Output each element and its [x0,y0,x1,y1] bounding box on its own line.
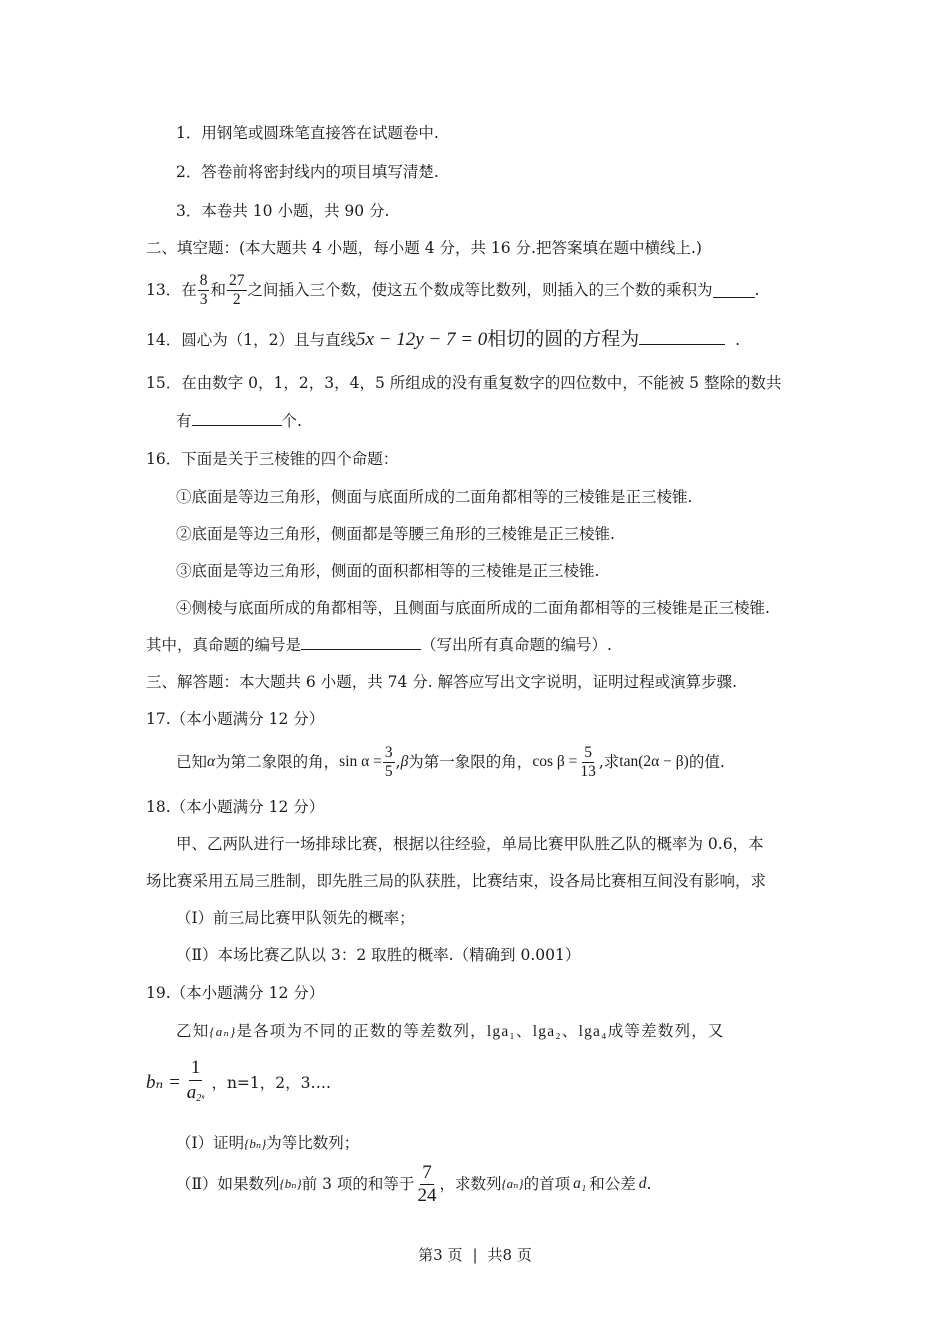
q16-proposition-1: ①底面是等边三角形，侧面与底面所成的二面角都相等的三棱锥是正三棱锥. [176,488,693,506]
question-16-stem: 16．下面是关于三棱锥的四个命题： [146,450,399,468]
q19-heading: 19.（本小题满分 12 分） [146,984,325,1002]
section3-heading: 三、解答题：本大题共 6 小题，共 74 分. 解答应写出文字说明，证明过程或演算步骤. [146,673,738,691]
instruction-1: 1．用钢笔或圆珠笔直接答在试题卷中. [176,124,439,142]
q19-line-2: bₙ = $\frac{1}{\text{a2ⁿ}}$ ，n=1，2，3…. [146,1056,331,1110]
q16-answer-line: 其中，真命题的编号是 （写出所有真命题的编号）. [146,636,612,654]
q13-answer-blank[interactable] [713,282,755,298]
instruction-2: 2．答卷前将密封线内的项目填写清楚. [176,163,439,181]
q19-bn-fraction: $\frac{1}{\text{a2ⁿ}}$ [186,1056,205,1104]
question-13: 13．在 $\frac{8}{3}$ 和 $\frac{27}{2}$ 之间插入三个数，使这五个数成等比数列，则插入的三个数的乘积为 . [146,271,760,308]
q17-sin-fraction: $\frac{3}{5}$ [384,743,393,780]
q13-fraction-27-2: $\frac{27}{2}$ [229,271,245,308]
section2-heading: 二、填空题：(本大题共 4 小题，每小题 4 分，共 16 分.把答案填在题中横线上.) [146,239,702,257]
q16-answer-blank[interactable] [301,634,421,650]
instruction-3: 3．本卷共 10 小题，共 90 分. [176,202,390,220]
question-15-line-2: 有 个. [176,412,302,430]
q13-number: 13．在 [146,281,197,299]
q14-line-equation: 5x − 12y − 7 = 0 [355,329,488,350]
footer-separator: | [472,1246,478,1264]
page-number: 第3 页 [418,1246,463,1264]
q19-sub-2: （Ⅱ）如果数列 {bₙ} 前 3 项的和等于 $\frac{7}{24}$ ，求数列 {aₙ} 的首项 a₁ 和公差 d . [176,1161,652,1206]
q18-sub-2: （Ⅱ）本场比赛乙队以 3：2 取胜的概率.（精确到 0.001） [176,946,581,964]
q14-answer-blank[interactable] [639,329,725,345]
q16-proposition-4: ④侧棱与底面所成的角都相等，且侧面与底面所成的二面角都相等的三棱锥是正三棱锥. [176,599,770,617]
q19-line-1: 乙知{aₙ}是各项为不同的正数的等差数列，lga₁、lga₂、lga₄成等差数列，又 [176,1022,725,1040]
q17-heading: 17.（本小题满分 12 分） [146,710,325,728]
q16-proposition-2: ②底面是等边三角形，侧面都是等腰三角形的三棱锥是正三棱锥. [176,525,615,543]
q19-sum-fraction: $\frac{7}{24}$ [417,1161,437,1206]
q17-cos-fraction: $\frac{5}{13}$ [580,743,596,780]
q18-line-1: 甲、乙两队进行一场排球比赛，根据以往经验，单局比赛甲队胜乙队的概率为 0.6，本 [176,835,764,853]
q18-sub-1: （Ⅰ）前三局比赛甲队领先的概率； [176,909,415,927]
page-total: 共8 页 [487,1246,532,1264]
q15-answer-blank[interactable] [192,410,282,426]
q13-fraction-8-3: $\frac{8}{3}$ [199,271,208,308]
q18-heading: 18.（本小题满分 12 分） [146,798,325,816]
q17-body: 已知 α 为第二象限的角， sin α = $\frac{3}{5}$ , β 为第一象限的角， cos β = $\frac{5}{13}$ ,求 tan(2α − β) 的值. [176,743,725,780]
q19-sub-1: （Ⅰ）证明{bₙ}为等比数列； [176,1134,360,1152]
q18-line-2: 场比赛采用五局三胜制，即先胜三局的队获胜，比赛结束，设各局比赛相互间没有影响，求 [146,872,767,890]
question-15-line-1: 15．在由数字 0，1，2，3，4，5 所组成的没有重复数字的四位数中，不能被 5 整除的数共 [146,374,782,392]
q16-proposition-3: ③底面是等边三角形，侧面的面积都相等的三棱锥是正三棱锥. [176,562,600,580]
question-14: 14．圆心为（1，2）且与直线5x − 12y − 7 = 0相切的圆的方程为 . [146,328,741,350]
page-footer [0,1244,950,1265]
